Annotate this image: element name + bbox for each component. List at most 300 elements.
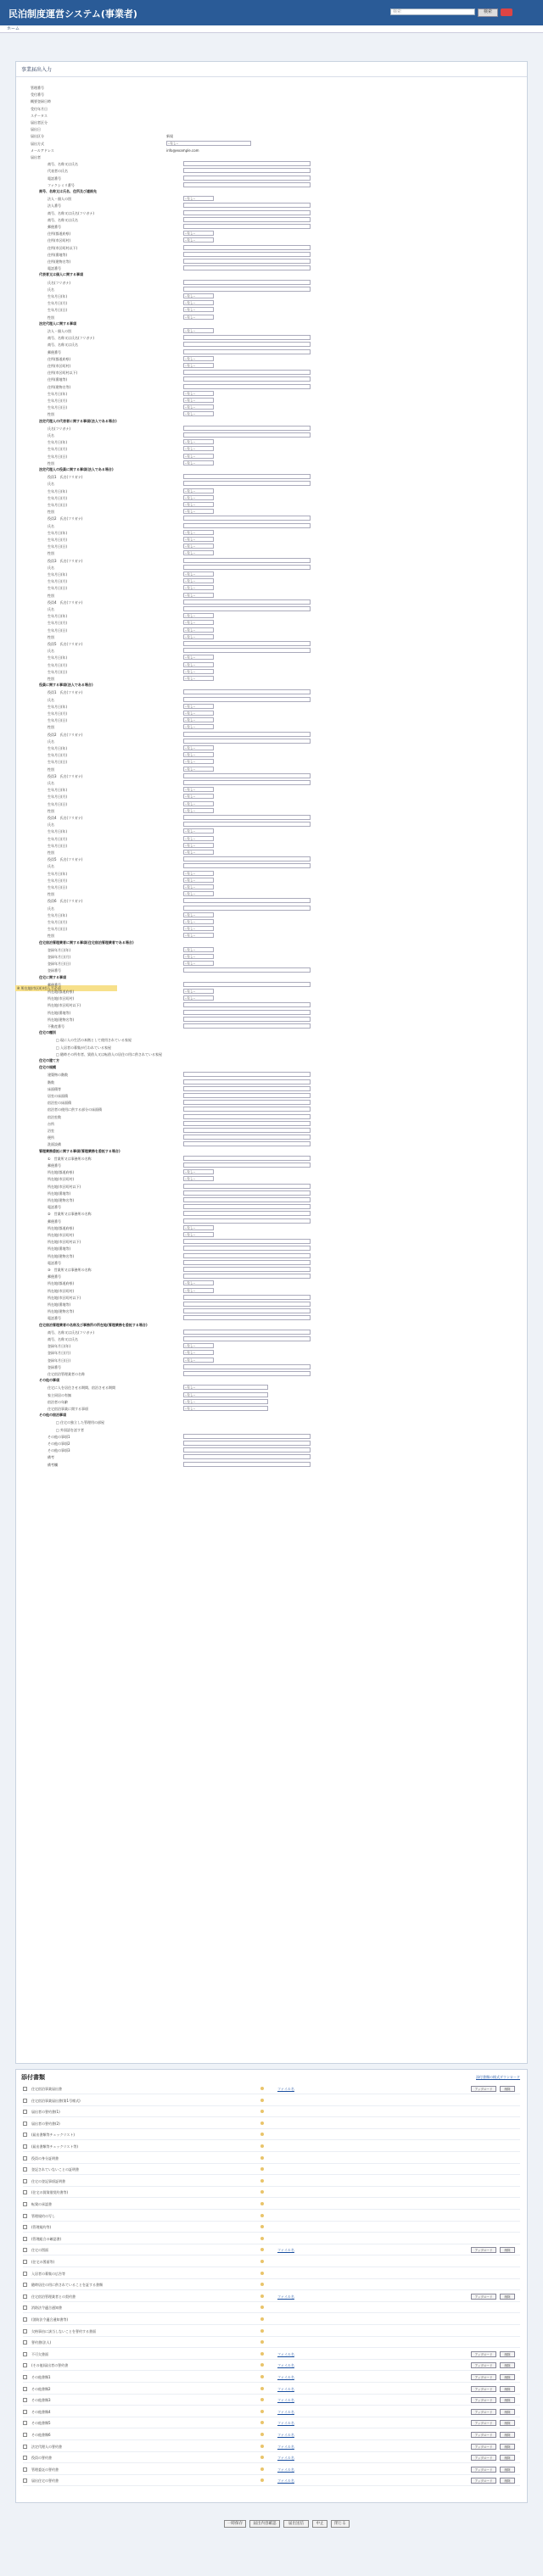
attachment-file-link[interactable]: ファイル名	[277, 2398, 294, 2403]
attachment-checkbox[interactable]	[23, 2122, 27, 2126]
field-label: 生年月日(年)	[48, 871, 68, 876]
text-input[interactable]	[183, 161, 311, 166]
select-dropdown[interactable]: --なし--	[183, 676, 214, 681]
text-input[interactable]	[183, 1302, 311, 1307]
attachment-file-link[interactable]: ファイル名	[277, 2444, 294, 2449]
temp-save-button[interactable]: 一時保存	[224, 2520, 246, 2528]
delete-button[interactable]: 削除	[500, 2351, 515, 2357]
text-input[interactable]	[183, 648, 311, 653]
select-dropdown[interactable]: --なし--	[183, 717, 214, 722]
text-input[interactable]	[183, 182, 311, 187]
text-input[interactable]	[183, 252, 311, 257]
attachment-file-link[interactable]: ファイル名	[277, 2351, 294, 2356]
breadcrumb-home[interactable]: ホーム	[7, 26, 20, 31]
text-input[interactable]	[183, 259, 311, 264]
attachment-checkbox[interactable]	[23, 2456, 27, 2460]
select-dropdown[interactable]: --なし--	[183, 787, 214, 792]
select-dropdown[interactable]: --なし--	[183, 544, 214, 549]
select-dropdown[interactable]: --なし--	[183, 439, 214, 444]
text-input[interactable]	[183, 426, 311, 431]
text-input[interactable]	[183, 780, 311, 785]
select-dropdown[interactable]: --なし--	[183, 578, 214, 583]
attachment-checkbox[interactable]	[23, 2410, 27, 2414]
text-input[interactable]	[183, 210, 311, 215]
select-dropdown[interactable]: --なし--	[183, 502, 214, 507]
attachment-checkbox[interactable]	[23, 2202, 27, 2206]
text-input[interactable]	[183, 641, 311, 646]
cancel-button[interactable]: 中止	[312, 2520, 327, 2528]
select-dropdown[interactable]: --なし--	[183, 1169, 214, 1174]
select-dropdown[interactable]: --なし--	[183, 933, 214, 938]
upload-button[interactable]: アップロード	[471, 2294, 496, 2300]
attachment-file-link[interactable]: ファイル名	[277, 2433, 294, 2437]
select-dropdown[interactable]: --なし--	[183, 391, 214, 396]
field-label: 所在地(市区町村以下)	[48, 1295, 81, 1300]
field-label: 法人・個人の別	[48, 329, 71, 333]
attachment-name: (届出書類等チェックリスト等)	[31, 2144, 78, 2149]
text-input[interactable]	[183, 599, 311, 605]
help-icon[interactable]	[501, 8, 512, 16]
field-label: 性別	[48, 460, 54, 466]
text-input[interactable]	[183, 856, 311, 861]
text-input[interactable]	[183, 342, 311, 347]
select-dropdown[interactable]: --なし--	[183, 926, 214, 931]
select-dropdown[interactable]: --なし--	[183, 328, 214, 333]
select-dropdown[interactable]: --なし--	[183, 947, 214, 952]
text-input[interactable]	[183, 1072, 311, 1077]
text-input[interactable]	[183, 335, 311, 340]
select-dropdown[interactable]: --なし--	[183, 1288, 214, 1293]
text-input[interactable]	[183, 1441, 311, 1446]
attachment-file-link[interactable]: ファイル名	[277, 2456, 294, 2461]
text-input[interactable]	[183, 1315, 311, 1320]
select-dropdown[interactable]: --なし--	[183, 411, 214, 416]
text-input[interactable]	[183, 1093, 311, 1098]
attachment-file-link[interactable]: ファイル名	[277, 2409, 294, 2414]
upload-button[interactable]: アップロード	[471, 2420, 496, 2426]
text-input[interactable]	[183, 1295, 311, 1300]
section-label: その他の宿泊事項	[39, 1413, 66, 1418]
text-input[interactable]	[183, 280, 311, 285]
form-row	[48, 1141, 523, 1147]
select-dropdown[interactable]: --なし--	[183, 662, 214, 667]
text-input[interactable]	[183, 815, 311, 820]
form-row	[48, 454, 523, 460]
text-input[interactable]	[183, 697, 311, 702]
attachment-checkbox[interactable]	[23, 2363, 27, 2367]
attachment-checkbox[interactable]	[23, 2272, 27, 2276]
attachment-checkbox[interactable]	[23, 2478, 27, 2483]
attachment-checkbox[interactable]	[23, 2352, 27, 2356]
text-input[interactable]	[183, 376, 311, 382]
field-label: 役員4 氏名(フリガナ)	[48, 599, 83, 605]
text-input[interactable]	[183, 1336, 311, 1341]
select-dropdown[interactable]: --なし--	[183, 488, 214, 493]
form-row	[48, 1197, 523, 1203]
attachment-checkbox[interactable]	[23, 2110, 27, 2114]
search-input[interactable]: 検索	[390, 8, 475, 15]
text-input[interactable]	[183, 558, 311, 563]
select-dropdown[interactable]: --なし--	[183, 891, 214, 896]
attachment-checkbox[interactable]	[23, 2421, 27, 2425]
field-label: 宿泊室数	[48, 1114, 61, 1119]
text-input[interactable]	[183, 203, 311, 208]
select-dropdown[interactable]: --なし--	[183, 1232, 214, 1237]
form-row	[48, 1350, 523, 1356]
select-dropdown[interactable]: --なし--	[183, 669, 214, 674]
delete-button[interactable]: 削除	[500, 2247, 515, 2253]
field-label: 電話番号	[48, 1260, 61, 1265]
field-label: 宿泊室の床面積	[48, 1101, 71, 1106]
submit-button[interactable]: 届出送信	[283, 2520, 309, 2528]
text-input[interactable]	[183, 1239, 311, 1244]
text-input[interactable]	[183, 1100, 311, 1105]
select-dropdown[interactable]: --なし--	[183, 808, 214, 813]
text-input[interactable]	[183, 967, 311, 973]
select-dropdown[interactable]: --なし--	[183, 537, 214, 542]
select-dropdown[interactable]: --なし--	[183, 745, 214, 750]
upload-button[interactable]: アップロード	[471, 2247, 496, 2253]
text-input[interactable]	[183, 1447, 311, 1452]
text-input[interactable]	[183, 1204, 311, 1209]
attachment-checkbox[interactable]	[23, 2156, 27, 2161]
upload-button[interactable]: アップロード	[471, 2444, 496, 2450]
field-label: 商号、名称又は氏名(フリガナ)	[48, 1330, 94, 1335]
field-label: 生年月日(月)	[48, 920, 68, 924]
text-input[interactable]	[183, 982, 311, 987]
attachment-file-link[interactable]: ファイル名	[277, 2478, 294, 2484]
delete-button[interactable]: 削除	[500, 2086, 515, 2092]
text-input[interactable]	[183, 523, 311, 528]
delete-button[interactable]: 削除	[500, 2362, 515, 2368]
attachment-row	[23, 2223, 520, 2233]
select-dropdown[interactable]: --なし--	[183, 585, 214, 590]
text-input[interactable]	[183, 1211, 311, 1216]
form-row	[48, 224, 523, 230]
form-row	[48, 565, 523, 571]
select-dropdown[interactable]: --なし--	[183, 1176, 214, 1181]
text-input[interactable]	[183, 516, 311, 521]
text-input[interactable]	[183, 1454, 311, 1459]
select-dropdown[interactable]: --なし--	[183, 704, 214, 709]
field-label: 役員3 氏名(フリガナ)	[48, 773, 83, 778]
text-input[interactable]	[183, 773, 311, 778]
select-dropdown[interactable]: --なし--	[183, 724, 214, 729]
attachment-checkbox[interactable]	[23, 2306, 27, 2310]
attachment-checkbox[interactable]	[23, 2133, 27, 2137]
upload-button[interactable]: アップロード	[471, 2432, 496, 2438]
text-input[interactable]	[183, 1218, 311, 1224]
text-input[interactable]	[183, 1197, 311, 1202]
text-input[interactable]	[183, 1462, 311, 1467]
attachment-checkbox[interactable]	[23, 2283, 27, 2287]
attachment-checkbox[interactable]	[23, 2225, 27, 2229]
select-dropdown[interactable]: --なし--	[183, 293, 214, 298]
attachment-name: 入居者の募集の広告等	[31, 2271, 65, 2276]
text-input[interactable]	[183, 1128, 311, 1133]
upload-button[interactable]: アップロード	[471, 2467, 496, 2473]
text-input[interactable]	[183, 1010, 311, 1015]
text-input[interactable]	[183, 1121, 311, 1126]
text-input[interactable]	[183, 474, 311, 479]
select-dropdown[interactable]: --なし--	[183, 634, 214, 639]
text-input[interactable]	[183, 1156, 311, 1161]
select-dropdown[interactable]: --なし--	[183, 759, 214, 764]
text-input[interactable]	[183, 224, 311, 229]
attachment-checkbox[interactable]	[23, 2087, 27, 2091]
upload-button[interactable]: アップロード	[471, 2409, 496, 2415]
attachment-checkbox[interactable]	[23, 2214, 27, 2218]
text-input[interactable]	[183, 906, 311, 911]
select-dropdown[interactable]: --なし--	[183, 237, 214, 243]
delete-button[interactable]: 削除	[500, 2374, 515, 2380]
select-dropdown[interactable]: --なし--	[183, 593, 214, 598]
select-dropdown[interactable]: --なし--	[183, 613, 214, 618]
select-dropdown[interactable]: --なし--	[183, 300, 214, 305]
select-dropdown[interactable]: --なし--	[183, 363, 214, 368]
select-dropdown[interactable]: --なし--	[183, 550, 214, 555]
text-input[interactable]	[183, 1364, 311, 1369]
field-label: 建築物の階数	[48, 1073, 68, 1078]
select-dropdown[interactable]: --なし--	[183, 315, 214, 320]
text-input[interactable]	[183, 1141, 311, 1146]
text-input[interactable]	[183, 1023, 311, 1029]
attachment-checkbox[interactable]	[23, 2190, 27, 2194]
attachment-checkbox[interactable]	[23, 2317, 27, 2322]
select-dropdown[interactable]: --なし--	[183, 850, 214, 855]
upload-button[interactable]: アップロード	[471, 2397, 496, 2403]
select-dropdown[interactable]: --なし--	[183, 794, 214, 799]
select-dropdown[interactable]: --なし--	[183, 495, 214, 500]
select-dropdown[interactable]: --なし--	[183, 1392, 268, 1397]
select-dropdown[interactable]: --なし--	[183, 231, 214, 236]
text-input[interactable]	[183, 1017, 311, 1022]
select-dropdown[interactable]: --なし--	[183, 912, 214, 917]
upload-button[interactable]: アップロード	[471, 2374, 496, 2380]
select-dropdown[interactable]: --なし--	[183, 989, 214, 994]
field-label: 生年月日(日)	[48, 843, 68, 848]
text-input[interactable]	[183, 384, 311, 389]
form-row	[48, 1225, 523, 1231]
text-input[interactable]	[183, 217, 311, 222]
attachment-checkbox[interactable]	[23, 2179, 27, 2183]
text-input[interactable]	[183, 739, 311, 744]
select-dropdown[interactable]: --なし--	[183, 836, 214, 841]
attachment-checkbox[interactable]	[23, 2433, 27, 2437]
text-input[interactable]	[183, 1135, 311, 1140]
upload-button[interactable]: アップロード	[471, 2478, 496, 2484]
form-row	[31, 141, 506, 147]
text-input[interactable]	[183, 245, 311, 250]
attachment-file-link[interactable]: ファイル名	[277, 2087, 294, 2091]
text-input[interactable]	[183, 1274, 311, 1279]
field-label: 生年月日(月)	[48, 711, 68, 716]
text-input[interactable]	[183, 1107, 311, 1112]
select-dropdown[interactable]: --なし--	[183, 884, 214, 889]
select-dropdown[interactable]: --なし--	[183, 1358, 214, 1363]
select-dropdown[interactable]: --なし--	[183, 454, 214, 459]
text-input[interactable]	[183, 1079, 311, 1084]
text-input[interactable]	[183, 1253, 311, 1258]
select-dropdown[interactable]: --なし--	[183, 919, 214, 924]
text-input[interactable]	[183, 481, 311, 486]
text-input[interactable]	[183, 349, 311, 354]
attachment-checkbox[interactable]	[23, 2467, 27, 2472]
attachment-checkbox[interactable]	[23, 2398, 27, 2402]
text-input[interactable]	[183, 898, 311, 903]
delete-button[interactable]: 削除	[500, 2478, 515, 2484]
form-row	[48, 1128, 523, 1134]
select-dropdown[interactable]: --なし--	[183, 801, 214, 806]
text-input[interactable]	[183, 1267, 311, 1272]
select-dropdown[interactable]: --なし--	[183, 509, 214, 514]
select-dropdown[interactable]: --なし--	[183, 620, 214, 625]
text-input[interactable]	[183, 606, 311, 611]
text-input[interactable]	[183, 1114, 311, 1119]
text-input[interactable]	[183, 1371, 311, 1376]
attachment-name: 転貸の承認書	[31, 2202, 52, 2206]
attachment-checkbox[interactable]	[23, 2237, 27, 2241]
select-dropdown[interactable]: --なし--	[183, 572, 214, 577]
select-dropdown[interactable]: --なし--	[183, 196, 214, 201]
text-input[interactable]	[183, 565, 311, 570]
select-dropdown[interactable]: --なし--	[183, 1406, 268, 1411]
attachment-file-link[interactable]: ファイル名	[277, 2375, 294, 2379]
select-dropdown[interactable]: --なし--	[183, 1350, 214, 1355]
text-input[interactable]	[183, 822, 311, 827]
attachment-checkbox[interactable]	[23, 2340, 27, 2345]
select-dropdown[interactable]: --なし--	[183, 307, 214, 312]
text-input[interactable]	[183, 689, 311, 694]
select-dropdown[interactable]: --なし--	[183, 767, 214, 772]
select-dropdown[interactable]: --なし--	[183, 404, 214, 410]
upload-button[interactable]: アップロード	[471, 2362, 496, 2368]
field-label: 所在地(都道府県)	[48, 1170, 75, 1175]
field-label: 性別	[48, 725, 54, 730]
select-dropdown[interactable]: --なし--	[183, 828, 214, 834]
attachment-row	[23, 2443, 520, 2452]
text-input[interactable]	[183, 287, 311, 292]
attachment-row	[23, 2454, 520, 2463]
select-dropdown[interactable]: --なし--	[183, 655, 214, 660]
delete-button[interactable]: 削除	[500, 2467, 515, 2473]
field-label: 役員2 氏名(フリガナ)	[48, 732, 83, 737]
delete-button[interactable]: 削除	[500, 2420, 515, 2426]
attachments-download-link[interactable]: 添付書類の様式ダウンロード	[476, 2075, 520, 2079]
attachment-checkbox[interactable]	[23, 2387, 27, 2391]
select-dropdown[interactable]: --なし--	[183, 878, 214, 883]
field-label: 生年月日(日)	[48, 308, 68, 313]
attachment-checkbox[interactable]	[23, 2248, 27, 2252]
text-input[interactable]	[183, 1190, 311, 1196]
select-dropdown[interactable]: --なし--	[183, 961, 214, 966]
attachment-checkbox[interactable]	[23, 2144, 27, 2149]
attachment-file-link[interactable]: ファイル名	[277, 2386, 294, 2391]
form-row	[48, 634, 523, 640]
text-input[interactable]	[183, 1434, 311, 1439]
text-input[interactable]	[183, 1184, 311, 1189]
text-input[interactable]	[183, 1308, 311, 1313]
select-dropdown[interactable]: --なし--	[183, 1399, 268, 1404]
upload-button[interactable]: アップロード	[471, 2386, 496, 2392]
select-dropdown[interactable]: --なし--	[166, 141, 251, 146]
select-dropdown[interactable]: --なし--	[183, 995, 214, 1001]
search-button[interactable]: 検索	[478, 8, 498, 17]
text-input[interactable]	[183, 1246, 311, 1251]
select-dropdown[interactable]: --なし--	[183, 954, 214, 959]
attachment-checkbox[interactable]	[23, 2260, 27, 2264]
upload-button[interactable]: アップロード	[471, 2086, 496, 2092]
select-dropdown[interactable]: --なし--	[183, 1385, 268, 1390]
delete-button[interactable]: 削除	[500, 2455, 515, 2461]
attachment-file-link[interactable]: ファイル名	[277, 2294, 294, 2299]
form-row	[48, 1017, 523, 1023]
attachment-checkbox[interactable]	[23, 2445, 27, 2449]
select-dropdown[interactable]: --なし--	[183, 627, 214, 633]
attachments-title: 添付書類	[21, 2074, 45, 2081]
field-label: 便所	[48, 1135, 54, 1140]
attachment-name: 住宅の図面	[31, 2248, 48, 2253]
text-input[interactable]	[183, 1086, 311, 1091]
text-input[interactable]	[183, 265, 311, 270]
text-input[interactable]	[183, 370, 311, 375]
text-input[interactable]	[183, 176, 311, 181]
delete-button[interactable]: 削除	[500, 2432, 515, 2438]
attachment-file-link[interactable]: ファイル名	[277, 2248, 294, 2253]
text-input[interactable]	[183, 863, 311, 868]
upload-button[interactable]: アップロード	[471, 2455, 496, 2461]
text-input[interactable]	[183, 1163, 311, 1168]
select-dropdown[interactable]: --なし--	[183, 843, 214, 848]
close-button[interactable]: 閉じる	[331, 2520, 350, 2528]
select-dropdown[interactable]: --なし--	[183, 356, 214, 361]
delete-button[interactable]: 削除	[500, 2444, 515, 2450]
select-dropdown[interactable]: --なし--	[183, 871, 214, 876]
attachment-checkbox[interactable]	[23, 2329, 27, 2333]
text-input[interactable]	[183, 432, 311, 438]
select-dropdown[interactable]: --なし--	[183, 752, 214, 757]
select-dropdown[interactable]: --なし--	[183, 711, 214, 716]
attachment-checkbox[interactable]	[23, 2167, 27, 2172]
delete-button[interactable]: 削除	[500, 2386, 515, 2392]
attachment-checkbox[interactable]	[23, 2099, 27, 2103]
text-input[interactable]	[183, 168, 311, 173]
upload-button[interactable]: アップロード	[471, 2351, 496, 2357]
attachment-checkbox[interactable]	[23, 2375, 27, 2379]
delete-button[interactable]: 削除	[500, 2409, 515, 2415]
confirm-button[interactable]: 届出内容確認	[249, 2520, 280, 2528]
text-input[interactable]	[183, 732, 311, 737]
text-input[interactable]	[183, 1002, 311, 1007]
select-dropdown[interactable]: --なし--	[183, 446, 214, 451]
select-dropdown[interactable]: --なし--	[183, 460, 214, 466]
delete-button[interactable]: 削除	[500, 2294, 515, 2300]
attachment-file-link[interactable]: ファイル名	[277, 2363, 294, 2368]
attachment-file-link[interactable]: ファイル名	[277, 2467, 294, 2472]
attachment-status-icon	[260, 2387, 264, 2390]
select-dropdown[interactable]: --なし--	[183, 1280, 214, 1285]
attachment-checkbox[interactable]	[23, 2294, 27, 2299]
delete-button[interactable]: 削除	[500, 2397, 515, 2403]
select-dropdown[interactable]: --なし--	[183, 398, 214, 403]
select-dropdown[interactable]: --なし--	[183, 530, 214, 535]
text-input[interactable]	[183, 1330, 311, 1335]
text-input[interactable]	[183, 1260, 311, 1265]
attachment-file-link[interactable]: ファイル名	[277, 2421, 294, 2426]
select-dropdown[interactable]: --なし--	[183, 1225, 214, 1230]
form-row	[48, 1156, 523, 1162]
select-dropdown[interactable]: --なし--	[183, 1343, 214, 1348]
